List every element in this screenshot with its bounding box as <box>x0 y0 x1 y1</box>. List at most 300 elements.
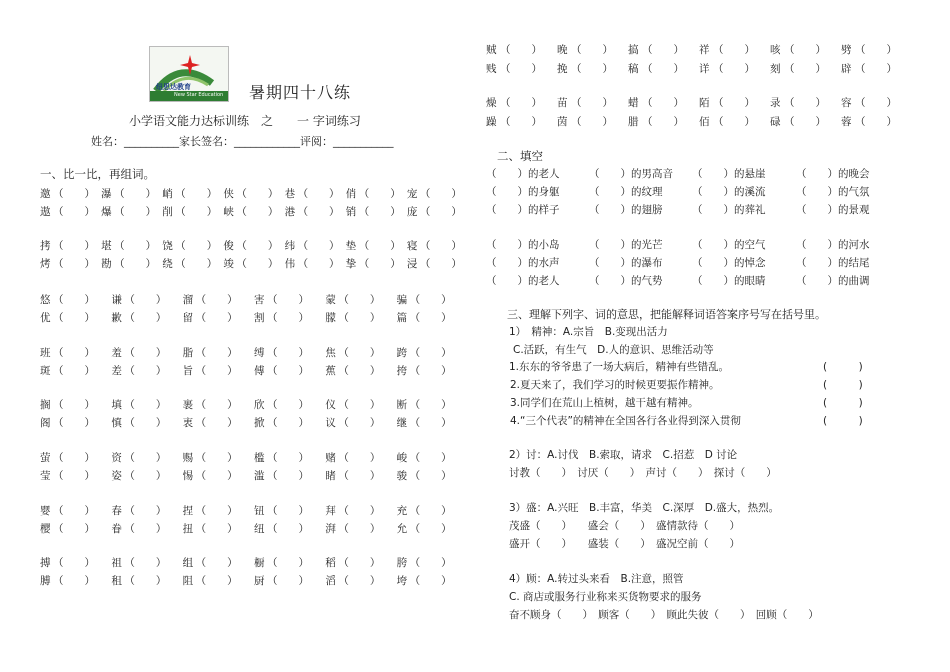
blank-paren[interactable]: （ ） <box>195 417 238 429</box>
char-item: 烤 <box>40 258 51 270</box>
blank-paren[interactable]: （ ） <box>53 258 95 270</box>
blank-paren[interactable]: （ ） <box>338 294 381 306</box>
blank-paren[interactable]: （ ） <box>784 116 826 128</box>
blank-paren[interactable]: （ ） <box>124 312 167 324</box>
blank-paren[interactable]: （ ） <box>589 204 631 216</box>
char-item: 搁 <box>40 399 51 411</box>
blank-paren[interactable]: （ ） <box>267 312 309 324</box>
char-item: 蒙 <box>325 294 336 306</box>
blank-paren[interactable]: （ ） <box>796 168 838 180</box>
fill-blank-label: 的河水 <box>838 239 870 251</box>
fill-blank-item[interactable] <box>589 273 663 288</box>
fill-blank-label: 的曲调 <box>838 275 870 287</box>
blank-paren[interactable]: （ ） <box>486 204 528 216</box>
char-item: 搏 <box>40 557 51 569</box>
blank-paren[interactable]: （ ） <box>195 365 238 377</box>
blank-paren[interactable]: （ ） <box>338 399 381 411</box>
fill-blank-item[interactable] <box>486 255 560 270</box>
char-item: 膊 <box>40 575 51 587</box>
fill-blank-item[interactable] <box>692 166 766 181</box>
blank-paren[interactable]: （ ） <box>589 257 631 269</box>
blank-paren[interactable]: （ ） <box>195 294 238 306</box>
char-item: 缚 <box>254 347 265 359</box>
blank-paren[interactable]: （ ） <box>267 470 309 482</box>
blank-paren[interactable]: （ ） <box>124 399 167 411</box>
blank-paren[interactable]: （ ） <box>692 275 734 287</box>
blank-paren[interactable]: （ ） <box>796 186 838 198</box>
fill-blank-item[interactable] <box>486 202 560 217</box>
char-item: 捏 <box>182 505 194 517</box>
char-item: 蓉 <box>841 116 852 128</box>
blank-paren[interactable]: （ ） <box>267 575 309 587</box>
blank-paren[interactable]: （ ） <box>358 188 401 200</box>
blank-paren[interactable]: （ ） <box>175 240 218 252</box>
blank-paren[interactable]: （ ） <box>195 452 238 464</box>
blank-paren[interactable]: （ ） <box>358 258 401 270</box>
blank-paren[interactable]: （ ） <box>114 206 157 218</box>
student-info-line: 姓名：__________家长签名：____________评阅：___________ <box>91 135 394 148</box>
blank-paren[interactable]: （ ） <box>175 188 218 200</box>
char-item: 纽 <box>254 523 265 535</box>
blank-paren[interactable]: （ ） <box>419 206 462 218</box>
char-item: 容 <box>841 97 852 109</box>
char-item: 搞 <box>628 44 639 56</box>
fill-blank-item[interactable] <box>796 255 870 270</box>
fill-blank-item[interactable] <box>796 184 870 199</box>
fill-blank-label: 的样子 <box>528 204 560 216</box>
q1-options-1: 1） 精神：A.宗旨 B.变现出活力 <box>509 326 668 338</box>
char-item: 欣 <box>254 399 265 411</box>
blank-paren[interactable]: （ ） <box>796 204 838 216</box>
blank-paren[interactable]: （ ） <box>53 505 95 517</box>
char-item: 港 <box>284 206 296 218</box>
blank-paren[interactable]: （ ） <box>338 505 381 517</box>
fill-blank-label: 的气势 <box>631 275 663 287</box>
fill-blank-item[interactable] <box>796 273 870 288</box>
blank-paren[interactable]: （ ） <box>409 417 452 429</box>
blank-paren[interactable]: （ ） <box>195 575 238 587</box>
blank-paren[interactable]: （ ） <box>589 239 631 251</box>
char-item: 厨 <box>254 575 265 587</box>
blank-paren[interactable]: （ ） <box>236 206 279 218</box>
blank-paren[interactable]: （ ） <box>124 575 167 587</box>
q3-words-2[interactable]: 盛开（ ） 盛装（ ） 盛况空前（ ） <box>509 538 740 550</box>
char-item: 蕉 <box>325 365 336 377</box>
char-item: 茵 <box>557 116 568 128</box>
blank-paren[interactable]: （ ） <box>409 575 452 587</box>
blank-paren[interactable]: （ ） <box>409 365 452 377</box>
blank-paren[interactable]: （ ） <box>338 347 381 359</box>
fill-blank-item[interactable] <box>486 237 560 252</box>
blank-paren[interactable]: （ ） <box>784 44 826 56</box>
blank-paren[interactable]: （ ） <box>338 470 381 482</box>
blank-paren[interactable]: （ ） <box>571 116 613 128</box>
fill-blank-item[interactable] <box>486 184 560 199</box>
fill-blank-label: 的男高音 <box>631 168 673 180</box>
char-item: 议 <box>325 417 336 429</box>
blank-paren[interactable]: （ ） <box>338 417 381 429</box>
blank-paren[interactable]: （ ） <box>124 452 167 464</box>
fill-blank-label: 的景观 <box>838 204 870 216</box>
blank-paren[interactable]: （ ） <box>409 452 452 464</box>
char-item: 樱 <box>40 523 51 535</box>
fill-blank-item[interactable] <box>589 202 663 217</box>
q1-item-4: 4.“三个代表”的精神在全国各行各业得到深入贯彻 <box>510 415 741 427</box>
char-item: 削 <box>162 206 173 218</box>
q1-item-3: 3.同学们在荒山上植树，越干越有精神。 <box>510 397 699 409</box>
blank-paren[interactable]: （ ） <box>114 240 157 252</box>
blank-paren[interactable]: （ ） <box>195 399 238 411</box>
blank-paren[interactable]: （ ） <box>796 239 838 251</box>
blank-paren[interactable]: （ ） <box>267 399 309 411</box>
char-item: 掀 <box>254 417 265 429</box>
blank-paren[interactable]: （ ） <box>419 258 462 270</box>
fill-blank-label: 的纹理 <box>631 186 663 198</box>
char-item: 绕 <box>162 258 173 270</box>
blank-paren[interactable]: （ ） <box>500 44 542 56</box>
blank-paren[interactable]: （ ） <box>642 44 684 56</box>
char-item: 陌 <box>699 97 710 109</box>
blank-paren[interactable]: （ ） <box>855 63 897 75</box>
char-item: 湃 <box>325 523 336 535</box>
blank-paren[interactable]: （ ） <box>486 275 528 287</box>
char-item: 槛 <box>254 452 265 464</box>
blank-paren[interactable]: （ ） <box>409 312 452 324</box>
char-item: 浸 <box>406 258 418 270</box>
char-item: 差 <box>111 365 122 377</box>
section1-heading: 一、比一比，再组词。 <box>40 167 155 181</box>
blank-paren[interactable]: （ ） <box>124 294 167 306</box>
char-item: 赌 <box>325 452 336 464</box>
char-item: 纬 <box>284 240 296 252</box>
blank-paren[interactable]: （ ） <box>338 452 381 464</box>
fill-blank-label: 的悬崖 <box>734 168 766 180</box>
blank-paren[interactable]: （ ） <box>419 188 462 200</box>
fill-blank-label: 的老人 <box>528 168 560 180</box>
char-item: 留 <box>182 312 194 324</box>
char-item: 峻 <box>396 452 408 464</box>
blank-paren[interactable]: （ ） <box>124 417 167 429</box>
char-item: 稿 <box>628 63 639 75</box>
char-item: 侠 <box>223 188 234 200</box>
blank-paren[interactable]: （ ） <box>53 347 95 359</box>
char-item: 挽 <box>557 63 568 75</box>
blank-paren[interactable]: （ ） <box>124 470 167 482</box>
char-item: 腊 <box>628 116 639 128</box>
blank-paren[interactable]: （ ） <box>124 505 167 517</box>
char-item: 挚 <box>345 258 357 270</box>
blank-paren[interactable]: （ ） <box>486 239 528 251</box>
char-item: 苗 <box>557 97 568 109</box>
blank-paren[interactable]: （ ） <box>338 575 381 587</box>
char-item: 橱 <box>254 557 265 569</box>
q3-words-1[interactable]: 茂盛（ ） 盛会（ ） 盛情款待（ ） <box>509 520 740 532</box>
blank-paren[interactable]: （ ） <box>486 257 528 269</box>
char-item: 晚 <box>557 44 568 56</box>
blank-paren[interactable]: （ ） <box>53 523 95 535</box>
blank-paren[interactable]: （ ） <box>500 116 542 128</box>
char-item: 贼 <box>486 44 497 56</box>
blank-paren[interactable]: （ ） <box>236 188 279 200</box>
blank-paren[interactable]: （ ） <box>500 97 542 109</box>
blank-paren[interactable]: （ ） <box>236 240 279 252</box>
blank-paren[interactable]: （ ） <box>692 239 734 251</box>
section2-heading: 二、填空 <box>497 149 543 163</box>
blank-paren[interactable]: （ ） <box>114 258 157 270</box>
char-item: 拷 <box>40 240 51 252</box>
char-item: 佰 <box>699 116 710 128</box>
blank-paren[interactable]: （ ） <box>53 365 95 377</box>
blank-paren[interactable]: （ ） <box>796 257 838 269</box>
blank-paren[interactable]: （ ） <box>486 168 528 180</box>
char-item: 劈 <box>841 44 852 56</box>
blank-paren[interactable]: （ ） <box>642 63 684 75</box>
blank-paren[interactable]: （ ） <box>175 206 218 218</box>
blank-paren[interactable]: （ ） <box>855 116 897 128</box>
char-item: 俊 <box>223 240 234 252</box>
blank-paren[interactable]: （ ） <box>713 63 755 75</box>
q1-answer-2[interactable]: ( ) <box>823 379 863 391</box>
blank-paren[interactable]: （ ） <box>855 97 897 109</box>
fill-blank-item[interactable] <box>589 184 663 199</box>
char-item: 割 <box>254 312 265 324</box>
q1-options-2: C.活跃，有生气 D.人的意识、思维活动等 <box>513 344 714 356</box>
char-item: 录 <box>770 97 781 109</box>
blank-paren[interactable]: （ ） <box>53 240 95 252</box>
char-item: 刻 <box>770 63 781 75</box>
char-item: 贱 <box>486 63 497 75</box>
fill-blank-label: 的老人 <box>528 275 560 287</box>
blank-paren[interactable]: （ ） <box>409 347 452 359</box>
blank-paren[interactable]: （ ） <box>855 44 897 56</box>
q4-options-2: C. 商店或服务行业称来买货物要求的服务 <box>509 591 702 603</box>
blank-paren[interactable]: （ ） <box>692 204 734 216</box>
blank-paren[interactable]: （ ） <box>267 452 309 464</box>
blank-paren[interactable]: （ ） <box>409 523 452 535</box>
blank-paren[interactable]: （ ） <box>124 557 167 569</box>
fill-blank-item[interactable] <box>692 184 766 199</box>
char-item: 堪 <box>101 240 112 252</box>
char-item: 篇 <box>396 312 408 324</box>
blank-paren[interactable]: （ ） <box>195 557 238 569</box>
fill-blank-item[interactable] <box>589 166 673 181</box>
blank-paren[interactable]: （ ） <box>195 505 238 517</box>
blank-paren[interactable]: （ ） <box>53 470 95 482</box>
page-title: 暑期四十八练 <box>249 83 352 102</box>
char-item: 宠 <box>406 188 418 200</box>
q2-options: 2）讨：A.讨伐 B.索取，请求 C.招惹 D 讨论 <box>509 449 738 461</box>
q1-answer-3[interactable]: ( ) <box>823 397 863 409</box>
blank-paren[interactable]: （ ） <box>195 523 238 535</box>
char-item: 拜 <box>325 505 336 517</box>
blank-paren[interactable]: （ ） <box>713 116 755 128</box>
blank-paren[interactable]: （ ） <box>796 275 838 287</box>
blank-paren[interactable]: （ ） <box>53 294 95 306</box>
blank-paren[interactable]: （ ） <box>338 365 381 377</box>
char-item: 租 <box>111 575 122 587</box>
char-item: 峭 <box>162 188 173 200</box>
char-item: 仪 <box>325 399 336 411</box>
blank-paren[interactable]: （ ） <box>642 97 684 109</box>
fill-blank-item[interactable] <box>589 237 663 252</box>
q4-words[interactable]: 奋不顾身（ ） 顾客（ ） 顾此失彼（ ） 回顾（ ） <box>509 609 819 621</box>
q1-item-2: 2.夏天来了，我们学习的时候更要振作精神。 <box>510 379 720 391</box>
char-item: 燥 <box>486 97 497 109</box>
blank-paren[interactable]: （ ） <box>409 505 452 517</box>
blank-paren[interactable]: （ ） <box>486 186 528 198</box>
char-item: 组 <box>182 557 194 569</box>
char-item: 填 <box>111 399 122 411</box>
blank-paren[interactable]: （ ） <box>409 294 452 306</box>
char-item: 悠 <box>40 294 51 306</box>
blank-paren[interactable]: （ ） <box>784 97 826 109</box>
blank-paren[interactable]: （ ） <box>692 168 734 180</box>
fill-blank-item[interactable] <box>486 273 560 288</box>
blank-paren[interactable]: （ ） <box>297 258 340 270</box>
section3-heading: 三、理解下列字、词的意思，把能解释词语答案序号写在括号里。 <box>507 308 826 321</box>
blank-paren[interactable]: （ ） <box>297 206 340 218</box>
blank-paren[interactable]: （ ） <box>267 365 309 377</box>
char-item: 充 <box>396 505 408 517</box>
blank-paren[interactable]: （ ） <box>571 44 613 56</box>
fill-blank-label: 的翅膀 <box>631 204 663 216</box>
blank-paren[interactable]: （ ） <box>53 557 95 569</box>
blank-paren[interactable]: （ ） <box>409 557 452 569</box>
char-item: 祖 <box>111 557 122 569</box>
char-item: 婴 <box>40 505 51 517</box>
char-item: 祥 <box>699 44 710 56</box>
blank-paren[interactable]: （ ） <box>571 63 613 75</box>
blank-paren[interactable]: （ ） <box>267 523 309 535</box>
blank-paren[interactable]: （ ） <box>358 206 401 218</box>
blank-paren[interactable]: （ ） <box>124 523 167 535</box>
blank-paren[interactable]: （ ） <box>409 399 452 411</box>
char-item: 寝 <box>406 240 418 252</box>
blank-paren[interactable]: （ ） <box>500 63 542 75</box>
blank-paren[interactable]: （ ） <box>571 97 613 109</box>
blank-paren[interactable]: （ ） <box>53 399 95 411</box>
char-item: 滔 <box>325 575 336 587</box>
q1-answer-4[interactable]: ( ) <box>823 415 863 427</box>
blank-paren[interactable]: （ ） <box>175 258 218 270</box>
logo-text: 纽思达教育 <box>156 83 191 91</box>
char-item: 滥 <box>254 470 265 482</box>
blank-paren[interactable]: （ ） <box>338 523 381 535</box>
char-item: 谦 <box>111 294 122 306</box>
fill-blank-label: 的瀑布 <box>631 257 663 269</box>
char-item: 优 <box>40 312 51 324</box>
fill-blank-item[interactable] <box>796 237 870 252</box>
char-item: 瀑 <box>101 188 112 200</box>
blank-paren[interactable]: （ ） <box>419 240 462 252</box>
blank-paren[interactable]: （ ） <box>195 312 238 324</box>
blank-paren[interactable]: （ ） <box>267 557 309 569</box>
blank-paren[interactable]: （ ） <box>713 97 755 109</box>
fill-blank-item[interactable] <box>692 202 766 217</box>
fill-blank-item[interactable] <box>796 166 870 181</box>
char-item: 挎 <box>396 365 408 377</box>
char-item: 焦 <box>325 347 336 359</box>
char-item: 资 <box>111 452 122 464</box>
blank-paren[interactable]: （ ） <box>409 470 452 482</box>
char-item: 衷 <box>182 417 194 429</box>
blank-paren[interactable]: （ ） <box>713 44 755 56</box>
char-item: 扭 <box>182 523 194 535</box>
fill-blank-item[interactable] <box>486 166 560 181</box>
q1-answer-1[interactable]: ( ) <box>823 361 863 373</box>
blank-paren[interactable]: （ ） <box>53 452 95 464</box>
blank-paren[interactable]: （ ） <box>53 312 95 324</box>
fill-blank-label: 的身躯 <box>528 186 560 198</box>
blank-paren[interactable]: （ ） <box>297 240 340 252</box>
blank-paren[interactable]: （ ） <box>297 188 340 200</box>
fill-blank-item[interactable] <box>796 202 870 217</box>
fill-blank-label: 的气氛 <box>838 186 870 198</box>
blank-paren[interactable]: （ ） <box>195 347 238 359</box>
char-item: 阻 <box>182 575 194 587</box>
blank-paren[interactable]: （ ） <box>53 206 95 218</box>
char-item: 躁 <box>486 116 497 128</box>
char-item: 允 <box>396 523 408 535</box>
blank-paren[interactable]: （ ） <box>114 188 157 200</box>
blank-paren[interactable]: （ ） <box>53 575 95 587</box>
char-item: 裹 <box>182 399 194 411</box>
blank-paren[interactable]: （ ） <box>124 365 167 377</box>
blank-paren[interactable]: （ ） <box>53 188 95 200</box>
blank-paren[interactable]: （ ） <box>53 417 95 429</box>
blank-paren[interactable]: （ ） <box>692 186 734 198</box>
char-item: 庞 <box>406 206 418 218</box>
char-item: 溜 <box>182 294 194 306</box>
blank-paren[interactable]: （ ） <box>692 257 734 269</box>
blank-paren[interactable]: （ ） <box>338 312 381 324</box>
blank-paren[interactable]: （ ） <box>267 294 309 306</box>
blank-paren[interactable]: （ ） <box>642 116 684 128</box>
fill-blank-label: 的小岛 <box>528 239 560 251</box>
char-item: 邀 <box>40 188 51 200</box>
fill-blank-item[interactable] <box>692 255 766 270</box>
char-item: 详 <box>699 63 710 75</box>
char-item: 春 <box>111 505 122 517</box>
char-item: 爆 <box>101 206 112 218</box>
fill-blank-label: 的溪流 <box>734 186 766 198</box>
blank-paren[interactable]: （ ） <box>267 505 309 517</box>
char-item: 断 <box>396 399 408 411</box>
blank-paren[interactable]: （ ） <box>195 470 238 482</box>
blank-paren[interactable]: （ ） <box>589 275 631 287</box>
blank-paren[interactable]: （ ） <box>124 347 167 359</box>
blank-paren[interactable]: （ ） <box>589 168 631 180</box>
fill-blank-label: 的眼睛 <box>734 275 766 287</box>
char-item: 稻 <box>325 557 336 569</box>
char-item: 遨 <box>40 206 51 218</box>
blank-paren[interactable]: （ ） <box>236 258 279 270</box>
blank-paren[interactable]: （ ） <box>784 63 826 75</box>
blank-paren[interactable]: （ ） <box>267 417 309 429</box>
char-item: 钮 <box>254 505 265 517</box>
fill-blank-item[interactable] <box>589 255 663 270</box>
blank-paren[interactable]: （ ） <box>267 347 309 359</box>
char-item: 伟 <box>284 258 296 270</box>
q2-words[interactable]: 讨教（ ） 讨厌（ ） 声讨（ ） 探讨（ ） <box>509 467 777 479</box>
blank-paren[interactable]: （ ） <box>589 186 631 198</box>
fill-blank-item[interactable] <box>692 237 766 252</box>
char-item: 莹 <box>40 470 51 482</box>
blank-paren[interactable]: （ ） <box>358 240 401 252</box>
blank-paren[interactable]: （ ） <box>338 557 381 569</box>
char-item: 咳 <box>770 44 781 56</box>
fill-blank-item[interactable] <box>692 273 766 288</box>
